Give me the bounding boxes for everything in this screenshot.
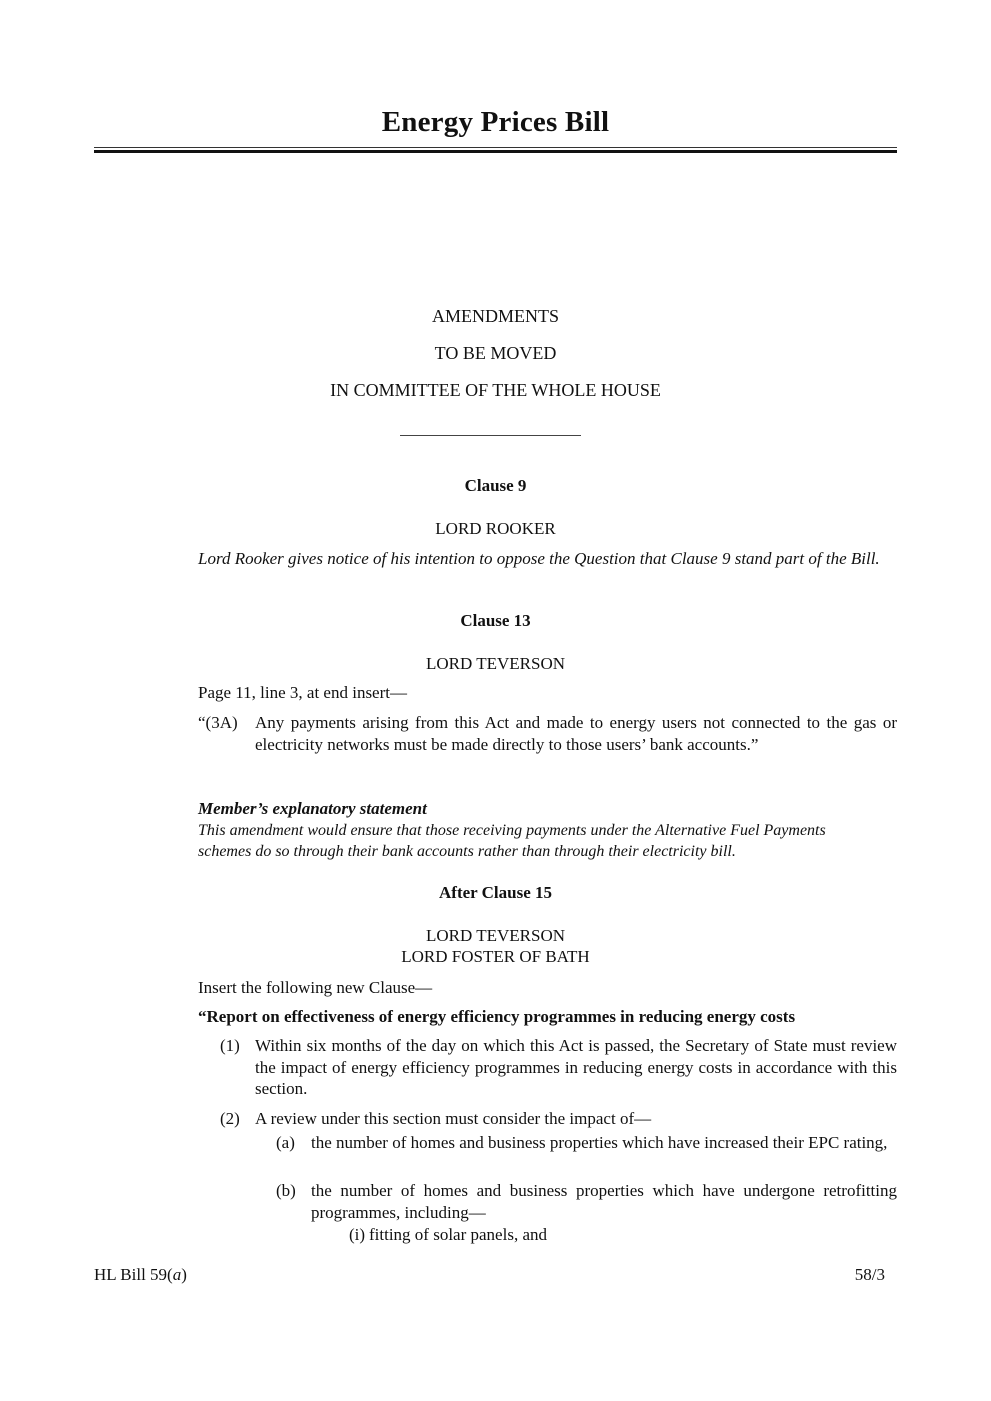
member-name: LORD FOSTER OF BATH bbox=[401, 947, 590, 966]
subsection-label: (1) bbox=[220, 1036, 240, 1055]
subsection-2 bbox=[220, 1108, 897, 1130]
cover-line-amendments: AMENDMENTS bbox=[431, 306, 559, 326]
amendment-instruction: Insert the following new Clause— bbox=[198, 978, 433, 997]
section-heading-clause-9: Clause 9 bbox=[464, 476, 527, 495]
subparagraph-i bbox=[349, 1224, 897, 1246]
subsection-label: (2) bbox=[220, 1109, 240, 1128]
notice-text: Lord Rooker gives notice of his intention to oppose the Question that Clause 9 stand part of the Bill. bbox=[198, 549, 880, 568]
cover-divider bbox=[400, 435, 581, 436]
bill-ref-italic: a bbox=[172, 1265, 182, 1284]
member-name: LORD ROOKER bbox=[435, 519, 556, 538]
subparagraph-label: (i) bbox=[349, 1225, 366, 1244]
amendment-instruction: Page 11, line 3, at end insert— bbox=[198, 683, 407, 702]
paragraph-b bbox=[276, 1180, 897, 1224]
title-rule-thin bbox=[94, 147, 897, 148]
explanatory-statement-heading: Member’s explanatory statement bbox=[198, 799, 427, 818]
paragraph-a bbox=[276, 1132, 897, 1176]
subsection-1 bbox=[220, 1035, 897, 1101]
new-clause-title: “Report on effectiveness of energy efficiency programmes in reducing energy costs bbox=[198, 1007, 796, 1026]
title-rule-thick bbox=[94, 150, 897, 153]
subsection-text: Any payments arising from this Act and made to energy users not connected to the gas or electricity networks must be made directly to those users’ bank accounts.” bbox=[255, 713, 897, 754]
inserted-subsection-3a bbox=[198, 712, 897, 778]
subsection-text: Within six months of the day on which this Act is passed, the Secretary of State must review the impact of energy efficiency programmes in reducing energy costs in accordance with this section. bbox=[255, 1036, 897, 1098]
section-heading-clause-13: Clause 13 bbox=[460, 611, 531, 630]
bill-title: Energy Prices Bill bbox=[381, 106, 610, 138]
cover-line-committee: IN COMMITTEE OF THE WHOLE HOUSE bbox=[330, 380, 661, 400]
member-name: LORD TEVERSON bbox=[426, 654, 565, 673]
cover-line-to-be-moved: TO BE MOVED bbox=[434, 343, 557, 363]
bill-ref-suffix: ) bbox=[181, 1265, 187, 1284]
subsection-text: A review under this section must consider the impact of— bbox=[255, 1109, 652, 1128]
section-heading-after-clause-15: After Clause 15 bbox=[439, 883, 552, 902]
paragraph-text: the number of homes and business properties which have undergone retrofitting programmes, including— bbox=[311, 1181, 897, 1222]
member-name: LORD TEVERSON bbox=[426, 926, 565, 945]
bill-reference bbox=[94, 1265, 187, 1285]
paragraph-label: (a) bbox=[276, 1133, 295, 1152]
subsection-label: “(3A) bbox=[198, 713, 238, 732]
page-reference: 58/3 bbox=[854, 1265, 885, 1284]
paragraph-text: the number of homes and business properties which have increased their EPC rating, bbox=[311, 1133, 888, 1152]
bill-ref-prefix: HL Bill 59( bbox=[94, 1265, 173, 1284]
paragraph-label: (b) bbox=[276, 1181, 296, 1200]
subparagraph-text: fitting of solar panels, and bbox=[369, 1225, 547, 1244]
explanatory-statement-text: This amendment would ensure that those receiving payments under the Alternative Fuel Payments schemes do so through their bank accounts rather than through their electricity bill. bbox=[198, 822, 826, 860]
